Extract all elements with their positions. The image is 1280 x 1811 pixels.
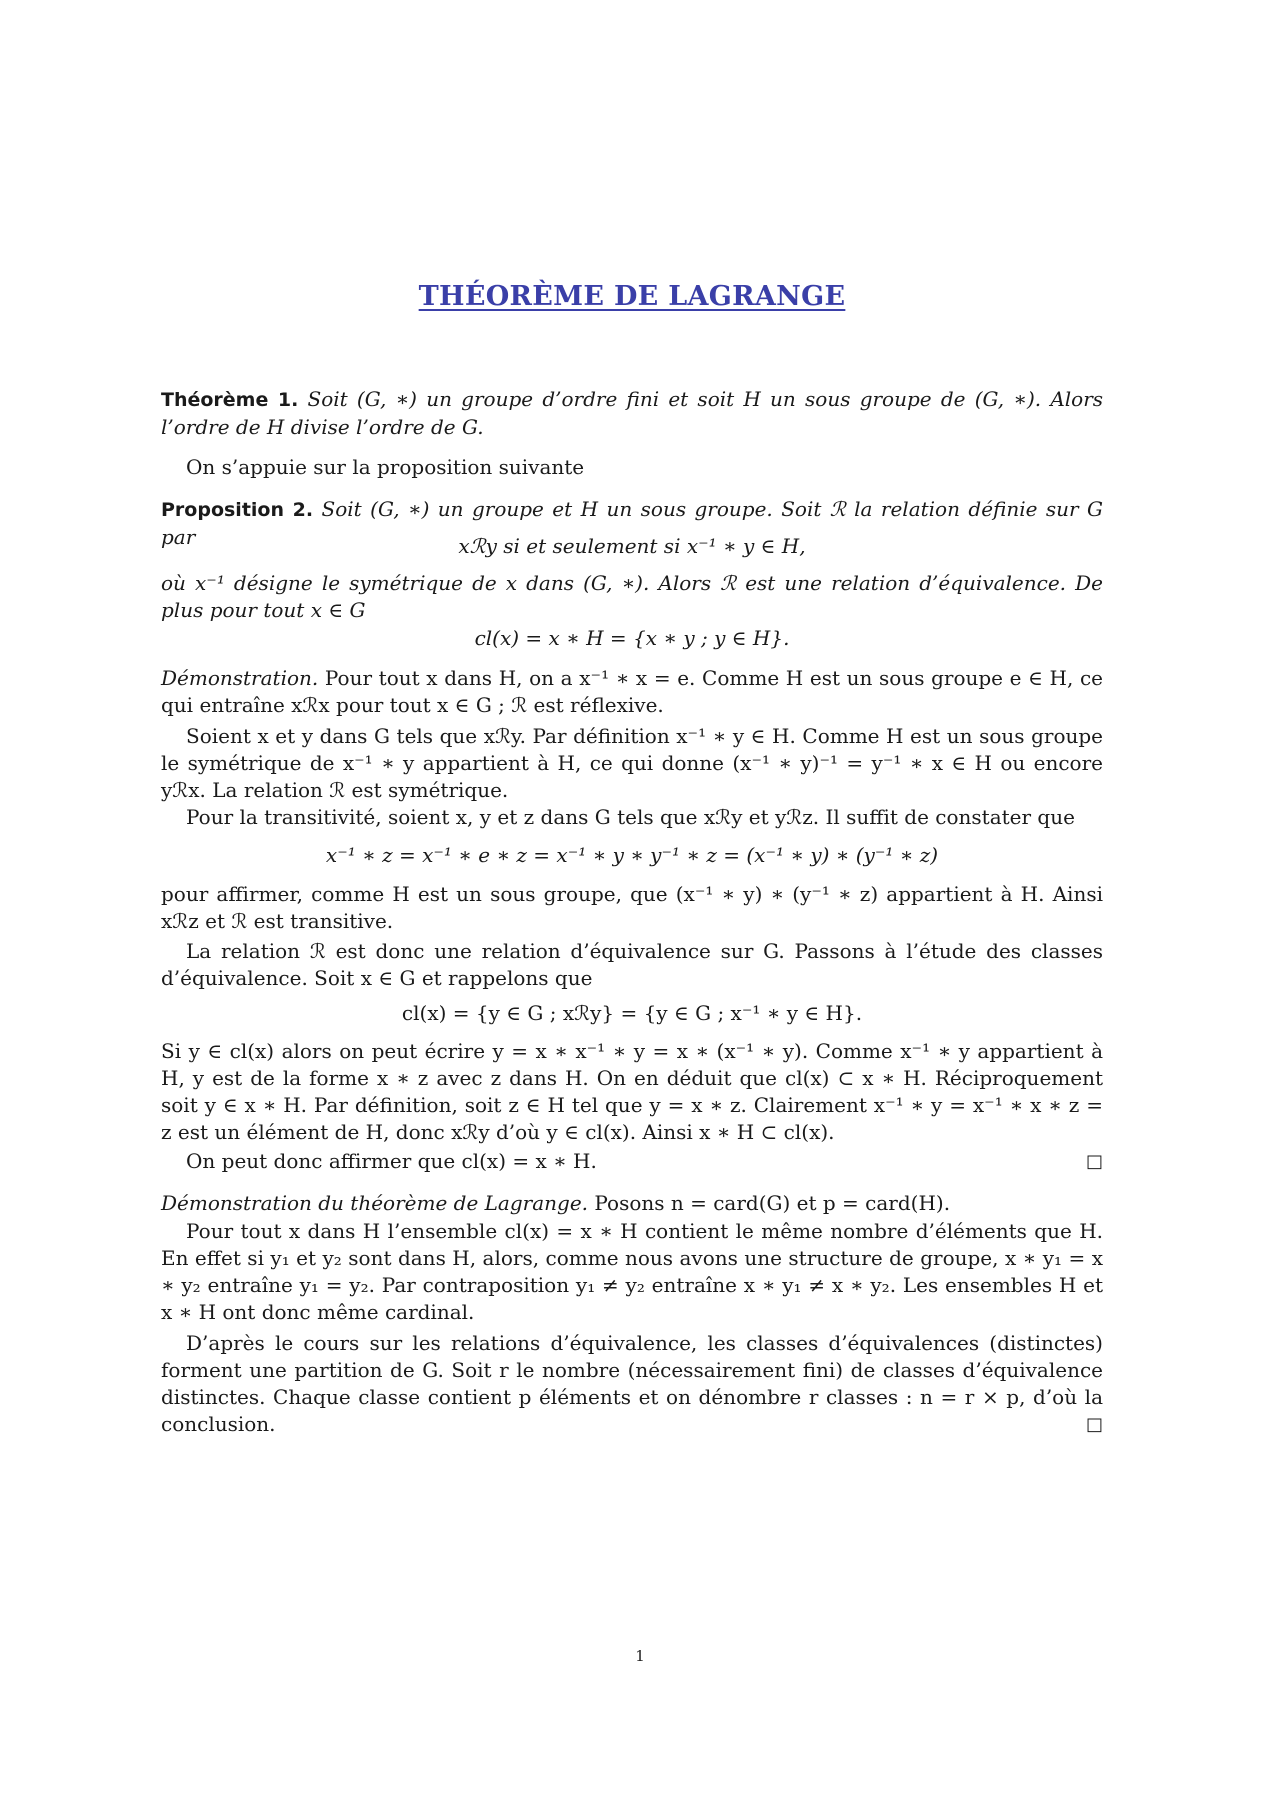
page-number: 1 [635,1647,645,1665]
qed-symbol: □ [1085,1414,1103,1435]
display-equation-1: xℛy si et seulement si x⁻¹ ∗ y ∈ H, [458,534,806,558]
proof-2-label: Démonstration du théorème de Lagrange. [161,1191,589,1215]
proof-1-p1: Pour tout x dans H, on a x⁻¹ ∗ x = e. Comme H est un sous groupe e ∈ H, ce qui entraîne xℛx pour tout x ∈ G ; ℛ est réflexive. [161,666,1104,717]
proposition-2-label: Proposition 2. [161,499,314,521]
lagrange-proof-paragraph-2: Pour tout x dans H l’ensemble cl(x) = x ∗ H contient le même nombre d’éléments que H. En effet si y₁ et y₂ sont dans H, alors, comme nous avons une structure de groupe, x ∗ y₁ = x ∗ y₂ entraîne y₁ = y₂. Par contraposition y₁ ≠ y₂ entraîne x ∗ y₁ ≠ x ∗ y₂. Les ensembles H et x ∗ H ont donc même cardinal. [161,1219,1103,1324]
lagrange-proof-paragraph-3 [161,1330,1103,1438]
proof-paragraph-3: Pour la transitivité, soient x, y et z dans G tels que xℛy et yℛz. Il suffit de constater que [186,805,1075,829]
proof-paragraph-4: pour affirmer, comme H est un sous groupe, que (x⁻¹ ∗ y) ∗ (y⁻¹ ∗ z) appartient à H. Ainsi xℛz et ℛ est transitive. [161,882,1103,933]
display-equation-2: cl(x) = x ∗ H = {x ∗ y ; y ∈ H}. [474,626,790,650]
proof-2-p3: D’après le cours sur les relations d’équivalence, les classes d’équivalences (distinctes) forment une partition de G. Soit r le nombre (nécessairement fini) de classes d’équivalence distinctes. Chaque classe contient p éléments et on dénombre r classes : n = r × p, d’où la conclusion. [161,1331,1103,1436]
theorem-1-label: Théorème 1. [161,389,299,411]
display-equation-3: x⁻¹ ∗ z = x⁻¹ ∗ e ∗ z = x⁻¹ ∗ y ∗ y⁻¹ ∗ z = (x⁻¹ ∗ y) ∗ (y⁻¹ ∗ z) [325,843,939,867]
lagrange-proof-paragraph-1 [161,1190,1103,1217]
theorem-1 [161,386,1103,441]
page-title: THÉORÈME DE LAGRANGE [418,281,846,312]
theorem-1-text: Soit (G, ∗) un groupe d’ordre fini et soit H un sous groupe de (G, ∗). Alors l’ordre de H divise l’ordre de G. [161,387,1104,439]
proof-paragraph-1 [161,665,1103,719]
qed-symbol: □ [1085,1151,1103,1172]
display-equation-4: cl(x) = {y ∈ G ; xℛy} = {y ∈ G ; x⁻¹ ∗ y ∈ H}. [401,1001,863,1025]
proof-paragraph-2: Soient x et y dans G tels que xℛy. Par définition x⁻¹ ∗ y ∈ H. Comme H est un sous groupe le symétrique de x⁻¹ ∗ y appartient à H, ce qui donne (x⁻¹ ∗ y)⁻¹ = y⁻¹ ∗ x ∈ H ou encore yℛx. La relation ℛ est symétrique. [161,724,1103,802]
proof-1-label: Démonstration. [161,666,319,690]
proof-2-p1: Posons n = card(G) et p = card(H). [594,1191,951,1215]
proposition-2-text: Soit (G, ∗) un groupe et H un sous groupe. Soit ℛ la relation définie sur G par [161,497,1103,549]
intro-sentence: On s’appuie sur la proposition suivante [186,455,585,479]
proof-paragraph-6: Si y ∈ cl(x) alors on peut écrire y = x ∗ x⁻¹ ∗ y = x ∗ (x⁻¹ ∗ y). Comme x⁻¹ ∗ y appartient à H, y est de la forme x ∗ z avec z dans H. On en déduit que cl(x) ⊂ x ∗ H. Réciproquement soit y ∈ x ∗ H. Par définition, soit z ∈ H tel que y = x ∗ z. Clairement x⁻¹ ∗ y = x⁻¹ ∗ x ∗ z = z est un élément de H, donc xℛy d’où y ∈ cl(x). Ainsi x ∗ H ⊂ cl(x). [161,1039,1103,1144]
proposition-2-text-2: où x⁻¹ désigne le symétrique de x dans (G, ∗). Alors ℛ est une relation d’équivalence. De plus pour tout x ∈ G [161,571,1103,622]
proof-paragraph-7 [161,1148,1103,1175]
proof-paragraph-5: La relation ℛ est donc une relation d’équivalence sur G. Passons à l’étude des classes d’équivalence. Soit x ∈ G et rappelons que [161,939,1103,990]
proof-1-p7: On peut donc affirmer que cl(x) = x ∗ H. [186,1149,597,1173]
